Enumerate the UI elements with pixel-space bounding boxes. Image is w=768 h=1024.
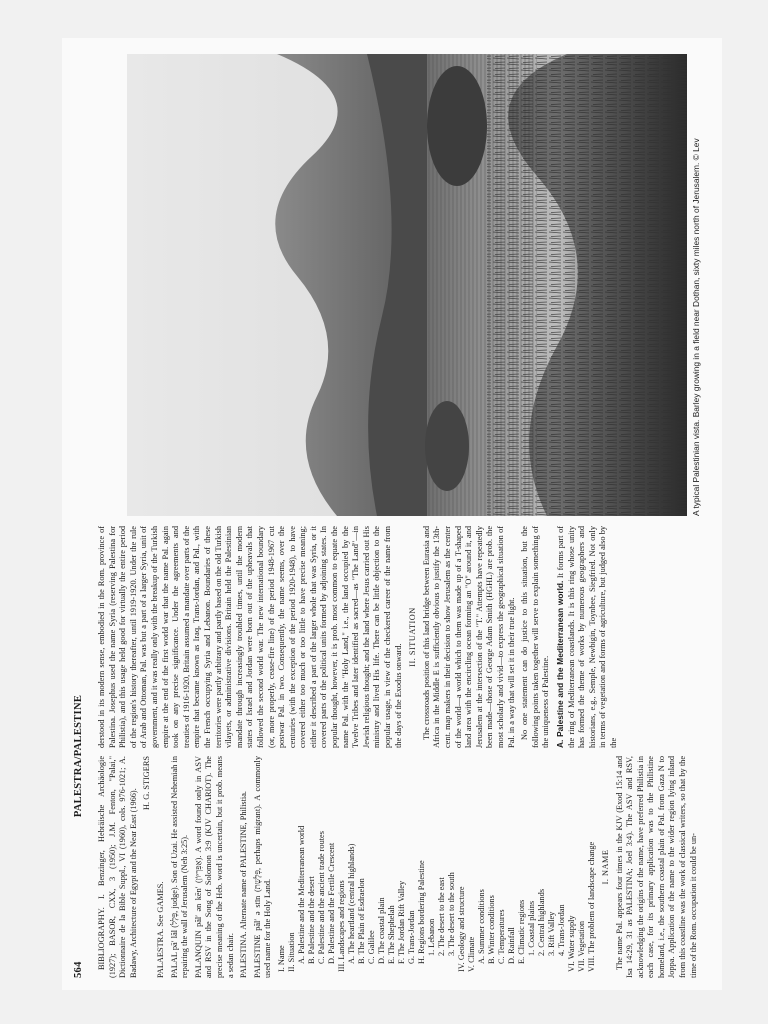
outline-item: III. Landscapes and regions [336, 880, 346, 972]
rotated-dictionary-page [67, 42, 717, 986]
outline-item: 1. Coastal plains [526, 900, 536, 956]
outline-item: B. The Plain of Esdraelon [356, 878, 366, 964]
outline-item: II. Situation [286, 932, 296, 972]
text-column-left [97, 755, 698, 978]
outline-item: 4. Trans-Jordan [556, 904, 566, 956]
bibliography-author: H. G. STIGERS [142, 756, 152, 810]
outline-item: B. Winter conditions [486, 895, 496, 964]
running-head-title: PALESTRA/PALESTINE [73, 694, 84, 818]
outline-item: 1. Lebanon [426, 918, 436, 956]
outline-item: A. The heartland (central highlands) [346, 843, 356, 964]
entry-palaestra: PALAESTRA. See GAMES. [155, 881, 165, 978]
outline-item: E. Climatic regions [516, 899, 526, 964]
name-paragraph-continued: derstood in its modern sense, embodied in the Rom. province of Palestina. Josephus used the name Syria (reserving Palestina for Philistia), and this usage held good for virtually the entire period of the region's history thereafter, until 1919-1920. Under the rule of Arab and Ottoman, Pal. was but a part of a larger Syria, unit of government, and it was really only with the breakup of the Turkish empire at the end of the first world war that the name Pal. again took on any precise significance. Under the agreements and treaties of 1916-1920, Britain assumed a mandate over parts of the empire that became known as Iraq, Trans-Jordan, and Pal., with the French occupying Syria and Lebanon. Boundaries of these territories were partly arbitrary and partly based on the old Turkish vilayets, or administrative divisions. Britain held the Palestinian mandate through increasingly troubled times, until the modern states of Israel and Jordan were born out of the upheavals that followed the second world war. The new international boundary (or, more properly, cease-fire line) of the period 1948-1967 cut postwar Pal. in two. Consequently, the name seems, over the centuries (with the exception of the period 1920-1948), to have covered either too much or too little to have precise meaning; either it described a part of the larger whole that was Syria, or it covered parts of the political units formed by adjoining states. In popular thought, however, it is prob. most common to equate the name Pal. with the "Holy Land," i.e., the land occupied by the Twelve Tribes and later identified as sacred—as "The Land"—in Jewish religious thought; and the land where Jesus carried out His ministry and lived His life. There can be little objection to the popular usage, in view of the checkered career of the name from the days of the Exodus onward. [97, 526, 403, 748]
outline-item: A. Palestine and the Mediterranean world [296, 825, 306, 964]
outline-item: V. Climate [466, 936, 476, 972]
outline-item: F. The Jordan Rift Valley [396, 880, 406, 964]
outline-item: VIII. The problem of landscape change [586, 841, 596, 972]
article-outline [277, 756, 597, 978]
scanned-page [62, 38, 722, 990]
bibliography: BIBLIOGRAPHY. I. Benzinger, Hebräische Archäologie (1927); BASOR, CXX, 3 (1950); J.M. Fenton, "Palai," Dictionnaire de la Bible Suppl., VI (1960), cols. 976-1021; A. Badawy, Architecture of Egypt and the Near East (1966). [97, 756, 138, 978]
outline-item: G. Trans-Jordan [406, 910, 416, 964]
name-paragraph: The name Pal. appears four times in the KJV (Exod 15:14 and Isa 14:29, 31 as PALESTINA; Joel 3:4). The ASV and RSV, acknowledging the origins of the name, have preferred Philistia in each case, for its primary application was to the Philistine homeland, i.e., the southern coastal plain of Pal. from Gaza N to Joppa. Application of the name to the wider region lying inland from this coastline was the work of classical writers, so that by the time of the Rom. occupation it could be un- [614, 756, 698, 978]
page-number: 564 [73, 961, 84, 978]
entry-palestine-intro: PALESTINE păl′ ə stīn (פְּלֶשֶׁת, perhaps migrant). A commonly used name for the Holy Land. [252, 756, 273, 978]
outline-item: C. Temperatures [496, 909, 506, 964]
outline-item: A. Summer conditions [476, 889, 486, 964]
outline-item: IV. Geology and structure [456, 886, 466, 972]
outline-item: 2. Central highlands [536, 888, 546, 956]
section-heading-situation: II. SITUATION [408, 607, 418, 667]
outline-item: B. Palestine and the desert [306, 876, 316, 964]
barley-field-photo [127, 54, 687, 516]
outline-item: 3. Rift Valley [546, 911, 556, 956]
subheading-mediterranean: A. Palestine and the Mediterranean world. [554, 580, 565, 748]
outline-item: D. Rainfall [506, 927, 516, 964]
text-column-right [97, 526, 692, 748]
outline-item: H. Regions bordering Palestine [416, 860, 426, 964]
outline-item: D. Palestine and the Fertile Crescent [326, 842, 336, 964]
outline-item: 2. The desert to the east [436, 877, 446, 956]
section-heading-name: I. NAME [600, 849, 610, 885]
landscape-photo [127, 54, 687, 516]
entry-palestina: PALESTINA. Alternate name of PALESTINE, Philistia. [239, 791, 249, 978]
entry-palanquin: PALANQUIN păl′ ən kēn′ (אַפִּרְיוֹן). A word found only in ASV and RSV in the Song of Solomon 3:9 (KJV CHARIOT). The precise meaning of the Heb. word is uncertain, but it prob. means a sedan chair. [193, 756, 235, 978]
outline-item: I. Name [276, 945, 286, 972]
outline-item: D. The coastal plain [376, 897, 386, 964]
photo-caption: A typical Palestinian vista. Barley growing in a field near Dothan, sixty miles north of Jerusalem. © Lev [691, 138, 701, 516]
outline-item: E. The Shephelah [386, 905, 396, 964]
outline-item: VI. Water supply [566, 915, 576, 972]
mediterranean-paragraph: It forms part of the ring of Mediterranean coastlands. It is this ring whose unity has formed the theme of works by numerous geographers and historians, e.g., Semple, Newbigin, Toynbee, Siegfried. Not only in terms of vegetation and forms of agriculture, but judged also by the [555, 526, 618, 748]
outline-item: VII. Vegetation [576, 921, 586, 972]
outline-item: 3. The desert to the south [446, 872, 456, 956]
situation-paragraph-2: No one statement can do justice to this situation, but the following points taken together will serve to explain something of the uniqueness of Palestine. [520, 526, 551, 748]
situation-paragraph: The crossroads position of this land bridge between Eurasia and Africa in the Middle E is sufficiently obvious to justify the 13th-cent. map makers in their decision to show Jerusalem as the center of the world—a world which to them was made up of a T-shaped land area with the encircling ocean forming an "O" around it, and Jerusalem at the intersection of the "T." Attempts have repeatedly been made—those of George Adam Smith (HGHL) are prob. the most scholarly and vivid—to express the geographical situation of Pal. in a way that will set it in their true light. [421, 526, 516, 748]
outline-item: C. Galilee [366, 930, 376, 964]
outline-item: C. Palestine and the ancient trade routes [316, 831, 326, 964]
entry-palal: PALAL pā′ lăl (פָּלָל, judge). Son of Uzai. He assisted Nehemiah in repairing the wall of Jerusalem (Neh 3:25). [169, 755, 190, 978]
running-head [71, 526, 89, 986]
